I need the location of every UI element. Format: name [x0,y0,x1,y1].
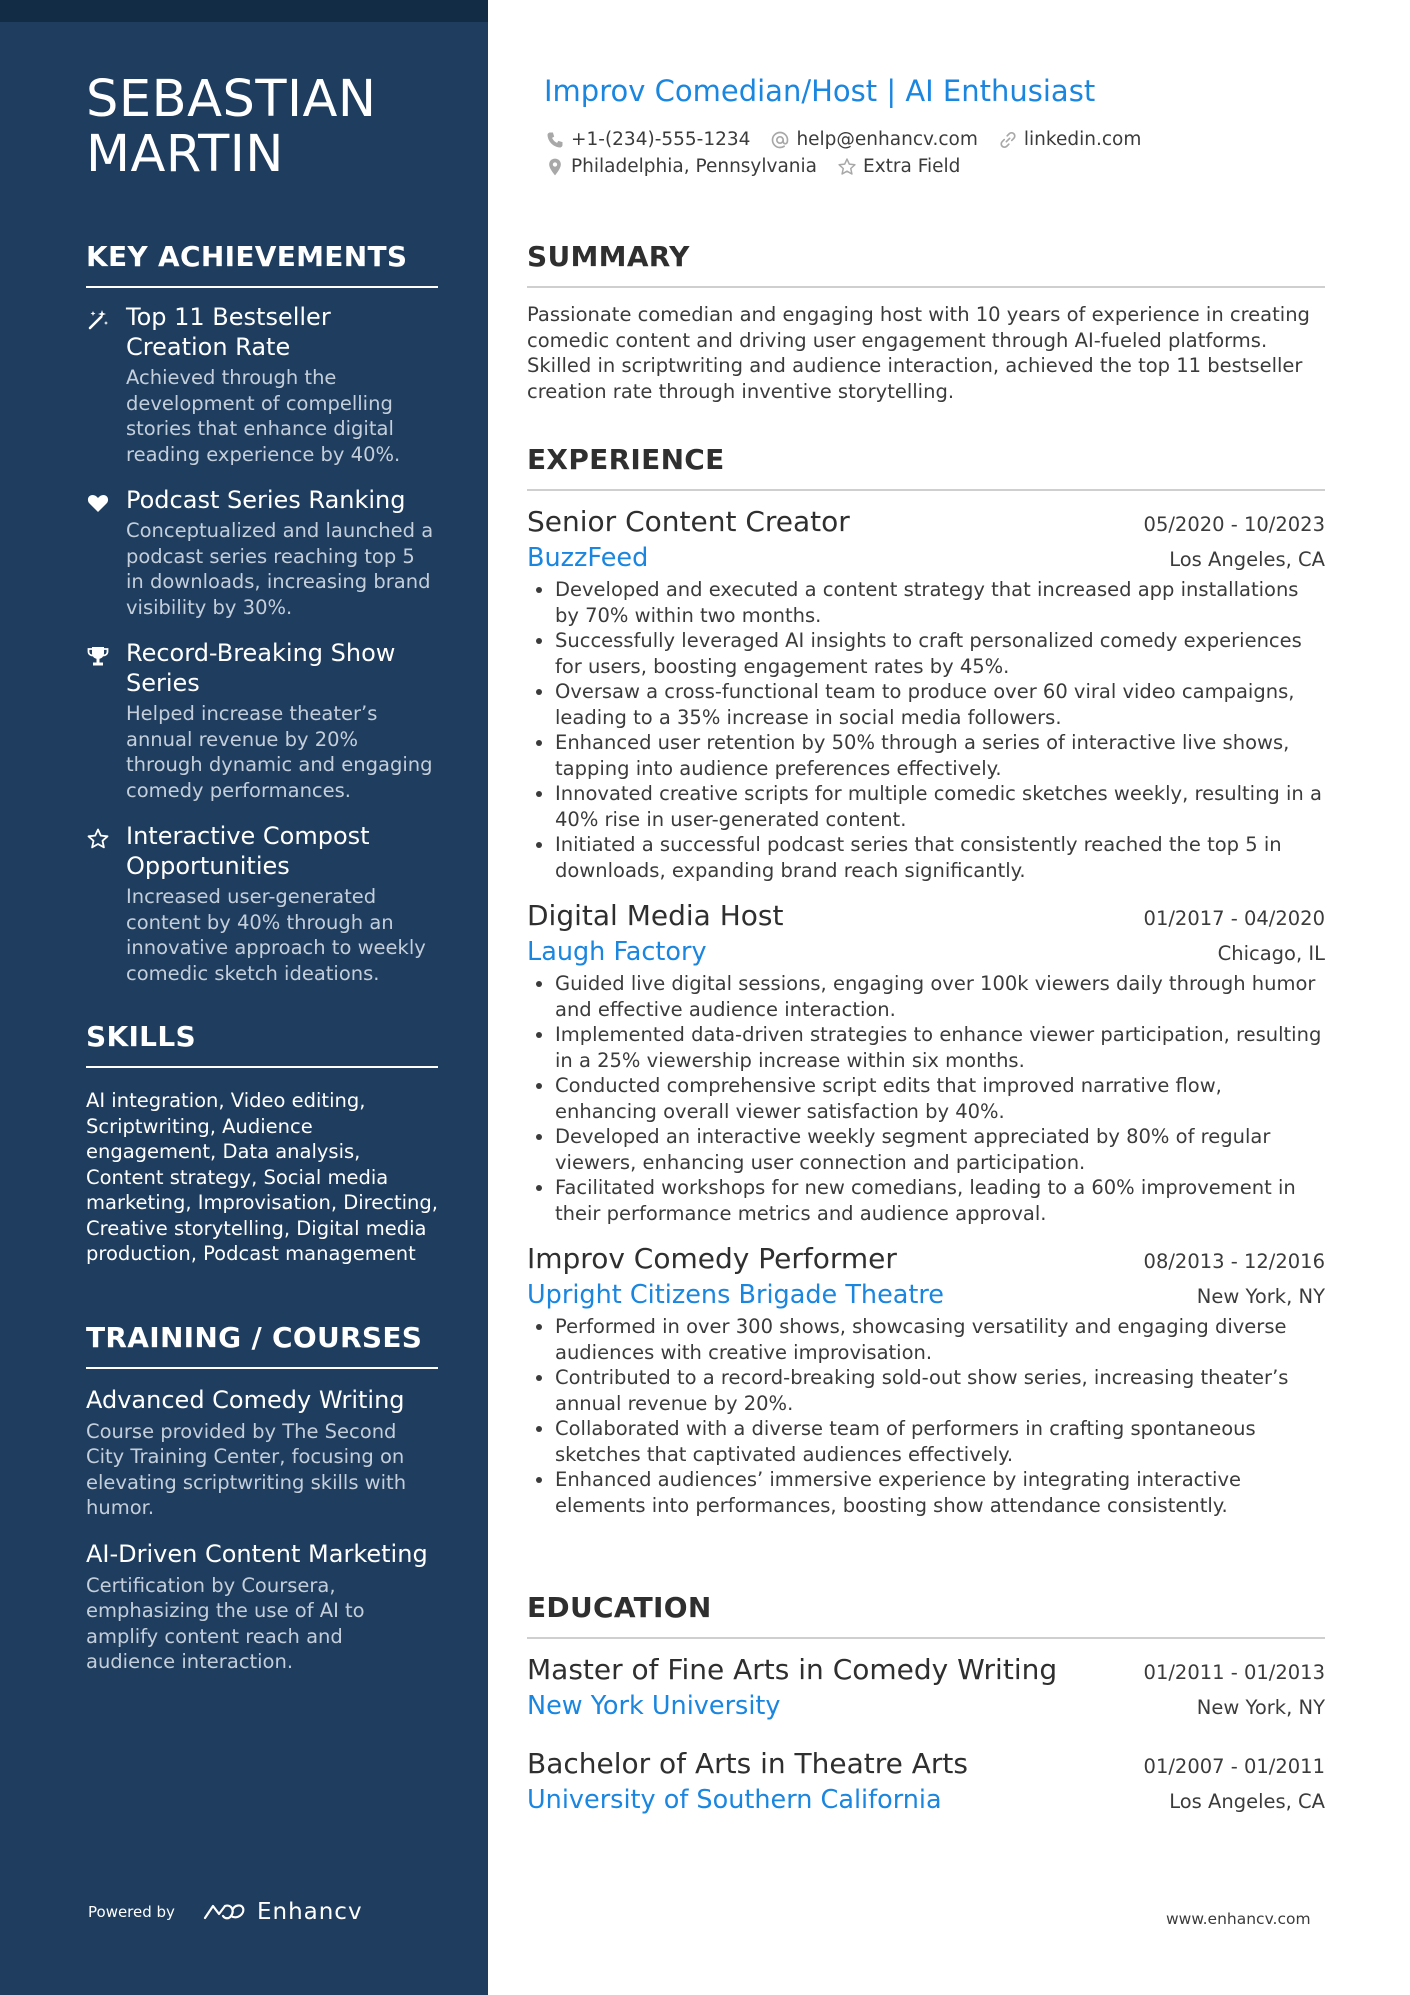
phone-text: +1-(234)-555-1234 [571,129,751,150]
candidate-name: SEBASTIAN MARTIN [86,70,377,184]
training-heading: TRAINING / COURSES [86,1321,438,1369]
courses-list [86,1385,438,1675]
course-description: Course provided by The Second City Training Center, focusing on elevating scriptwriting skills with humor. [86,1419,407,1519]
training-section [86,1321,438,1675]
bullet-item: • Initiated a successful podcast series that consistently reached the top 5 in downloads, expanding brand reach significantly. [555,832,1325,883]
job-dates: 05/2020 - 10/2023 [1143,513,1325,536]
bullet-item: • Enhanced user retention by 50% through a series of interactive live shows, tapping into audience preferences effectively. [555,730,1325,781]
degree-title: Master of Fine Arts in Comedy Writing [527,1653,1058,1686]
at-icon [770,130,790,150]
linkedin-text: linkedin.com [1023,129,1142,150]
heart-icon [86,485,126,620]
education-entry [527,1651,1325,1723]
skills-heading: SKILLS [86,1020,438,1068]
location-contact [545,156,817,177]
job-entry [527,503,1325,883]
linkedin-contact[interactable] [998,129,1141,150]
achievements-list [86,302,438,986]
headline: Improv Comedian/Host | AI Enthusiast [544,74,1096,108]
education-location: New York, NY [1196,1696,1325,1719]
bullet-item: • Collaborated with a diverse team of performers in crafting spontaneous sketches that captivated audiences effectively. [555,1416,1325,1467]
trophy-icon [86,638,126,803]
bullet-item: • Contributed to a record-breaking sold-out show series, increasing theater’s annual revenue by 20%. [555,1365,1325,1416]
education-heading: EDUCATION [527,1591,1325,1639]
achievement-item [86,302,438,467]
job-entry [527,1240,1325,1518]
key-achievements-heading: KEY ACHIEVEMENTS [86,240,438,288]
bullet-item: • Successfully leveraged AI insights to craft personalized comedy experiences for users, boosting engagement rates by 45%. [555,628,1325,679]
course-item [86,1385,438,1521]
school-name: University of Southern California [527,1785,942,1815]
job-bullets [527,971,1325,1226]
achievement-description: Conceptualized and launched a podcast series reaching top 5 in downloads, increasing brand visibility by 30%. [126,519,434,619]
education-location: Los Angeles, CA [1169,1790,1325,1813]
location-text: Philadelphia, Pennsylvania [571,156,818,177]
footer-url[interactable]: www.enhancv.com [1166,1910,1311,1928]
bullet-item: • Facilitated workshops for new comedians, leading to a 60% improvement in their performance metrics and audience approval. [555,1175,1325,1226]
job-location: Los Angeles, CA [1169,548,1325,571]
magic-wand-icon [86,302,126,467]
bullet-item: • Oversaw a cross-functional team to produce over 60 viral video campaigns, leading to a 35% increase in social media followers. [555,679,1325,730]
bullet-item: • Implemented data-driven strategies to enhance viewer participation, resulting in a 25% viewership increase within six months. [555,1022,1325,1073]
job-location: Chicago, IL [1217,942,1325,965]
achievement-title: Record-Breaking Show Series [126,639,396,697]
course-item [86,1539,438,1675]
key-achievements-section [86,240,438,986]
email-contact[interactable] [770,129,977,150]
email-text: help@enhancv.com [796,129,978,150]
brand-name: Enhancv [256,1899,363,1925]
sidebar [0,0,488,1995]
job-bullets [527,577,1325,883]
star-outline-icon [837,157,857,177]
bullet-item: • Developed an interactive weekly segment appreciated by 80% of regular viewers, enhancing user connection and participation. [555,1124,1325,1175]
company-name: Upright Citizens Brigade Theatre [527,1280,944,1310]
school-name: New York University [527,1691,781,1721]
education-entry [527,1745,1325,1817]
summary-section [527,240,1325,404]
powered-by [88,1899,363,1925]
job-dates: 08/2013 - 12/2016 [1143,1250,1325,1273]
location-pin-icon [545,157,565,177]
contact-info [545,126,1305,180]
enhancv-logo-icon [201,1900,249,1924]
job-title: Digital Media Host [527,899,784,932]
achievement-title: Interactive Compost Opportunities [126,822,370,880]
course-description: Certification by Coursera, emphasizing the use of AI to amplify content reach and audience interaction. [86,1573,365,1673]
achievement-item [86,638,438,803]
extra-field-text: Extra Field [863,156,961,177]
powered-by-label: Powered by [88,1903,175,1921]
sidebar-content [86,72,438,1675]
achievement-description: Increased user-generated content by 40% through an innovative approach to weekly comedic sketch ideations. [126,885,426,985]
education-dates: 01/2011 - 01/2013 [1143,1661,1325,1684]
summary-text: Passionate comedian and engaging host with 10 years of experience in creating comedic content and driving user engagement through AI-fueled platforms. Skilled in scriptwriting and audience interaction, achieved the top 11 bestseller creation rate through inventive storytelling. [527,303,1310,403]
education-section [527,1591,1325,1817]
extra-field-contact [837,156,960,177]
company-name: BuzzFeed [527,543,649,573]
course-title: Advanced Comedy Writing [86,1385,405,1414]
job-location: New York, NY [1196,1285,1325,1308]
job-bullets [527,1314,1325,1518]
phone-icon [545,130,565,150]
company-name: Laugh Factory [527,937,707,967]
phone-contact[interactable] [545,129,750,150]
experience-section [527,443,1325,1518]
sidebar-top-bar [0,0,488,22]
bullet-item: • Conducted comprehensive script edits that improved narrative flow, enhancing overall viewer satisfaction by 40%. [555,1073,1325,1124]
job-entry [527,897,1325,1226]
bullet-item: • Innovated creative scripts for multiple comedic sketches weekly, resulting in a 40% rise in user-generated content. [555,781,1325,832]
achievement-item [86,485,438,620]
job-title: Senior Content Creator [527,505,850,538]
achievement-item [86,821,438,986]
bullet-item: • Performed in over 300 shows, showcasing versatility and engaging diverse audiences with creative improvisation. [555,1314,1325,1365]
achievement-description: Achieved through the development of compelling stories that enhance digital reading experience by 40%. [126,366,401,466]
bullet-item: • Guided live digital sessions, engaging over 100k viewers daily through humor and effective audience interaction. [555,971,1325,1022]
achievement-title: Podcast Series Ranking [126,486,406,514]
course-title: AI-Driven Content Marketing [86,1539,428,1568]
star-icon [86,821,126,986]
enhancv-logo[interactable] [201,1899,363,1925]
job-dates: 01/2017 - 04/2020 [1143,907,1325,930]
education-dates: 01/2007 - 01/2011 [1143,1755,1325,1778]
job-title: Improv Comedy Performer [527,1242,897,1275]
summary-heading: SUMMARY [527,240,1325,288]
achievement-title: Top 11 Bestseller Creation Rate [126,303,331,361]
experience-heading: EXPERIENCE [527,443,1325,491]
skills-list: AI integration, Video editing, Scriptwriting, Audience engagement, Data analysis, Content strategy, Social media marketing, Improvisation, Directing, Creative storytelling, Digital media production, Podcast management [86,1089,438,1265]
achievement-description: Helped increase theater’s annual revenue by 20% through dynamic and engaging comedy performances. [126,702,433,802]
link-icon [998,130,1018,150]
bullet-item: • Enhanced audiences’ immersive experience by integrating interactive elements into performances, boosting show attendance consistently. [555,1467,1325,1518]
skills-section [86,1020,438,1267]
bullet-item: • Developed and executed a content strategy that increased app installations by 70% within two months. [555,577,1325,628]
degree-title: Bachelor of Arts in Theatre Arts [527,1747,968,1780]
